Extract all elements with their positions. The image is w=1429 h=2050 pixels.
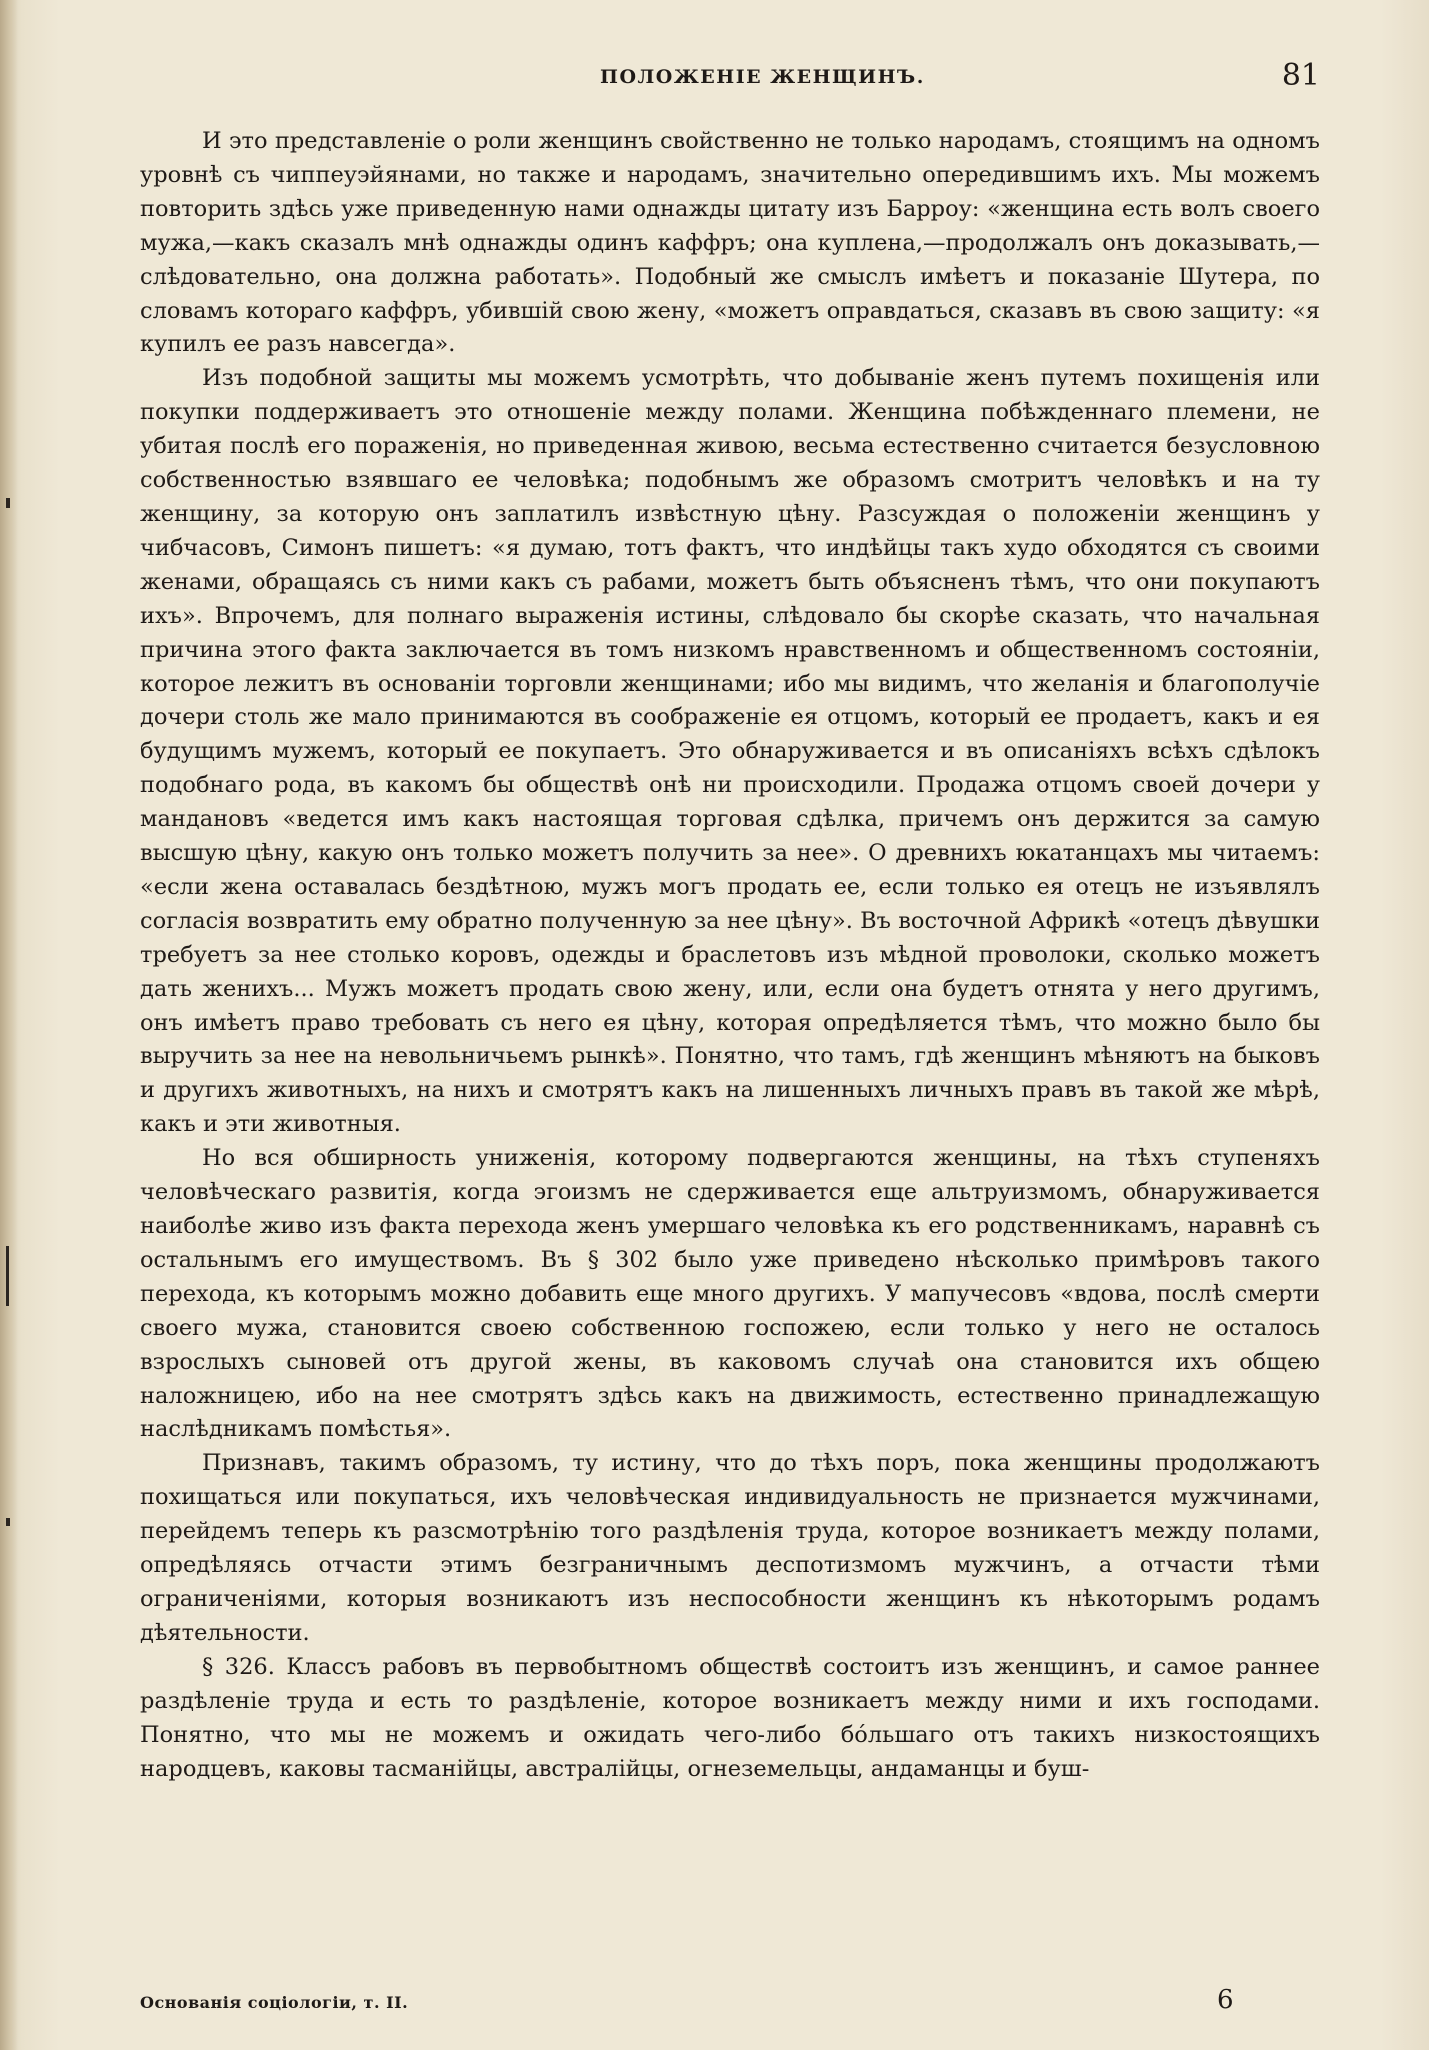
margin-mark bbox=[6, 1518, 10, 1526]
page-header bbox=[140, 58, 1320, 98]
paragraph: Изъ подобной защиты мы можемъ усмотрѣть, что добываніе женъ путемъ похищенія или покупки поддерживаетъ это отношеніе между полами. Женщина побѣжденнаго племени, не убитая послѣ его пораженія, но приведенная живою, весьма естественно считается безусловною собственностью взявшаго ее человѣка; подобнымъ же образомъ смотритъ человѣкъ и на ту женщину, за которую онъ заплатилъ извѣстную цѣну. Разсуждая о положеніи женщинъ у чибчасовъ, Симонъ пишетъ: «я думаю, тотъ фактъ, что индѣйцы такъ худо обходятся съ своими женами, обращаясь съ ними какъ съ рабами, можетъ быть объясненъ тѣмъ, что они покупаютъ ихъ». Впрочемъ, для полнаго выраженія истины, слѣдовало бы скорѣе сказать, что начальная причина этого факта заключается въ томъ низкомъ нравственномъ и общественномъ состояніи, которое лежитъ въ основаніи торговли женщинами; ибо мы видимъ, что желанія и благополучіе дочери столь же мало принимаются въ соображеніе ея отцомъ, который ее продаетъ, какъ и ея будущимъ мужемъ, который ее покупаетъ. Это обнаруживается и въ описаніяхъ всѣхъ сдѣлокъ подобнаго рода, въ какомъ бы обществѣ онѣ ни происходили. Продажа отцомъ своей дочери у мандановъ «ведется имъ какъ настоящая торговая сдѣлка, причемъ онъ держится за самую высшую цѣну, какую онъ только можетъ получить за нее». О древнихъ юкатанцахъ мы читаемъ: «если жена оставалась бездѣтною, мужъ могъ продать ее, если только ея отецъ не изъявлялъ согласія возвратить ему обратно полученную за нее цѣну». Въ восточной Африкѣ «отецъ дѣвушки требуетъ за нее столько коровъ, одежды и браслетовъ изъ мѣдной проволоки, сколько можетъ дать женихъ... Мужъ можетъ продать свою жену, или, если она будетъ отнята у него другимъ, онъ имѣетъ право требовать съ него ея цѣну, которая опредѣляется тѣмъ, что можно было бы выручить за нее на невольничьемъ рынкѣ». Понятно, что тамъ, гдѣ женщинъ мѣняютъ на быковъ и другихъ животныхъ, на нихъ и смотрятъ какъ на лишенныхъ личныхъ правъ въ такой же мѣрѣ, какъ и эти животныя. bbox=[140, 365, 1320, 1138]
page-binding-edge bbox=[0, 0, 18, 2050]
paragraph: § 326. Классъ рабовъ въ первобытномъ обществѣ состоитъ изъ женщинъ, и самое раннее раздѣленіе труда и есть то раздѣленіе, которое возникаетъ между ними и ихъ господами. Понятно, что мы не можемъ и ожидать чего-либо бóльшаго отъ такихъ низкостоящихъ народцевъ, каковы тасманійцы, австралійцы, огнеземельцы, андаманцы и буш- bbox=[140, 1653, 1320, 1782]
margin-mark bbox=[6, 1246, 9, 1306]
paragraph: Признавъ, такимъ образомъ, ту истину, что до тѣхъ поръ, пока женщины продолжаютъ похищаться или покупаться, ихъ человѣческая индивидуальность не признается мужчинами, перейдемъ теперь къ разсмотрѣнію того раздѣленія труда, которое возникаетъ между полами, опредѣляясь отчасти этимъ безграничнымъ деспотизмомъ мужчинъ, а отчасти тѣми ограниченіями, которыя возникаютъ изъ неспособности женщинъ къ нѣкоторымъ родамъ дѣятельности. bbox=[140, 1450, 1320, 1646]
paragraph: И это представленіе о роли женщинъ свойственно не только народамъ, стоящимъ на одномъ уровнѣ съ чиппеуэйянами, но также и народамъ, значительно опередившимъ ихъ. Мы можемъ повторить здѣсь уже приведенную нами однажды цитату изъ Барроу: «женщина есть волъ своего мужа,—какъ сказалъ мнѣ однажды одинъ каффръ; она куплена,—продолжалъ онъ доказывать,—слѣдовательно, она должна работать». Подобный же смыслъ имѣетъ и показаніе Шутера, по словамъ котораго каффръ, убившій свою жену, «можетъ оправдаться, сказавъ въ свою защиту: «я купилъ ее разъ навсегда». bbox=[140, 128, 1320, 358]
sheet-number: 6 bbox=[1217, 1985, 1234, 2015]
running-title: ПОЛОЖЕНІЕ ЖЕНЩИНЪ. bbox=[600, 66, 925, 88]
paragraph: Но вся обширность униженія, которому подвергаются женщины, на тѣхъ ступеняхъ человѣческаго развитія, когда эгоизмъ не сдерживается еще альтруизмомъ, обнаруживается наиболѣе живо изъ факта перехода женъ умершаго человѣка къ его родственникамъ, наравнѣ съ остальнымъ его имуществомъ. Въ § 302 было уже приведено нѣсколько примѣровъ такого перехода, къ которымъ можно добавить еще много другихъ. У мапучесовъ «вдова, послѣ смерти своего мужа, становится своею собственною госпожею, если только у него не осталось взрослыхъ сыновей отъ другой жены, въ каковомъ случаѣ она становится ихъ общею наложницею, ибо на нее смотрятъ здѣсь какъ на движимость, естественно принадлежащую наслѣдникамъ помѣстья». bbox=[140, 1145, 1320, 1443]
margin-mark bbox=[6, 498, 10, 508]
body-text bbox=[140, 125, 1320, 1786]
page-number: 81 bbox=[1281, 58, 1320, 93]
printer-signature: Основанія соціологіи, т. II. bbox=[140, 1993, 409, 2012]
page-footer bbox=[140, 1985, 1320, 2025]
